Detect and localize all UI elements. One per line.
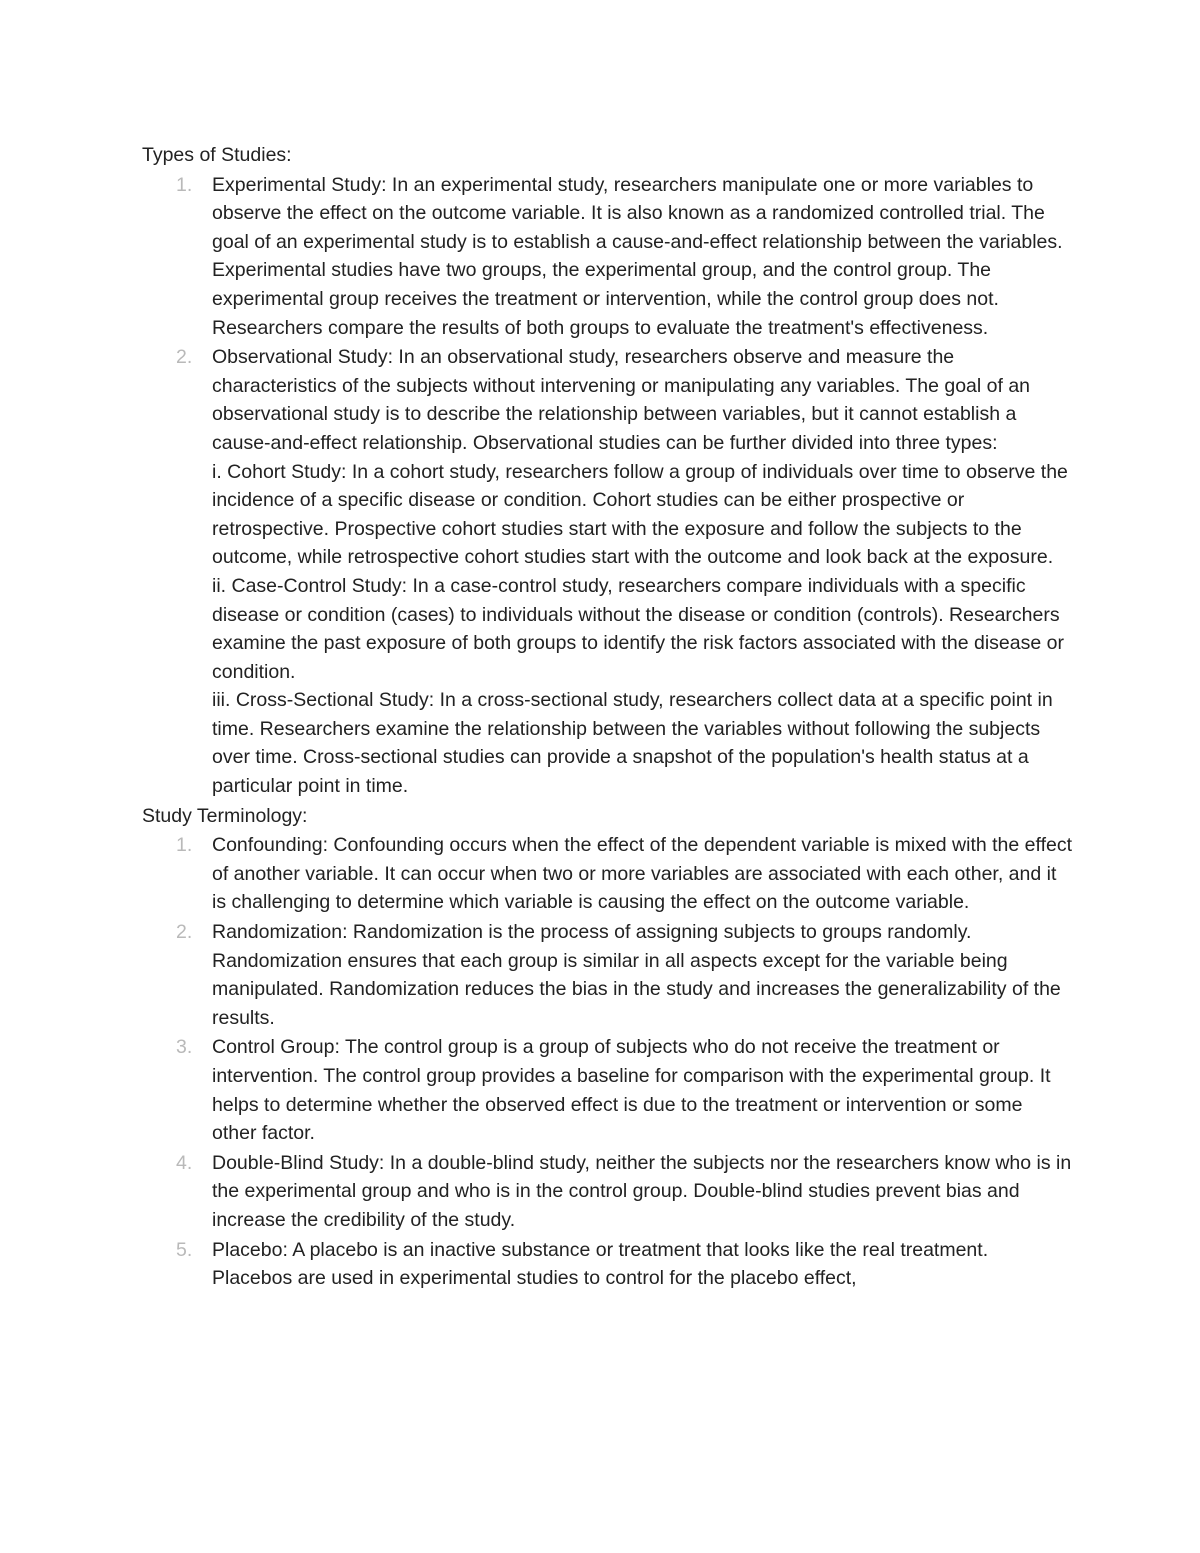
list-number: 2. [176,921,193,944]
study-terminology-list [142,831,1072,1293]
list-item-observational-study [142,343,1072,801]
sub-paragraph-cohort-study: i. Cohort Study: In a cohort study, researchers follow a group of individuals over time to observe the incidence of a specific disease or condition. Cohort studies can be either prospective or retrospective. Prospective cohort studies start with the exposure and follow the subjects to the outcome, while retrospective cohort studies start with the outcome and look back at the exposure. [212,460,1068,569]
list-item-double-blind-study [142,1149,1072,1235]
sub-paragraph-cross-sectional-study: iii. Cross-Sectional Study: In a cross-sectional study, researchers collect data at a specific point in time. Researchers examine the relationship between the variables without following the subjects over time. Cross-sectional studies can provide a snapshot of the population's health status at a particular point in time. [212,689,1053,798]
item-paragraph: Double-Blind Study: In a double-blind study, neither the subjects nor the researchers know who is in the experimental group and who is in the control group. Double-blind studies prevent bias and increase the credibility of the study. [212,1151,1072,1231]
item-paragraph: Placebo: A placebo is an inactive substance or treatment that looks like the real treatment. Placebos are used in experimental studies to control for the placebo effect, [212,1238,989,1290]
sub-paragraph-case-control-study: ii. Case-Control Study: In a case-control study, researchers compare individuals with a specific disease or condition (cases) to individuals without the disease or condition (controls). Researchers examine the past exposure of both groups to identify the risk factors associated with the disease or condition. [212,574,1064,683]
item-paragraph: Randomization: Randomization is the process of assigning subjects to groups randomly. Randomization ensures that each group is similar in all aspects except for the variable being manipulated. Randomization reduces the bias in the study and increases the generalizability of the results. [212,921,1061,1029]
list-item-placebo [142,1236,1072,1293]
list-item-experimental-study [142,171,1072,343]
list-item-confounding [142,831,1072,917]
list-number: 1. [176,834,193,857]
list-item-control-group [142,1033,1072,1147]
list-number: 5. [176,1238,193,1261]
list-number: 2. [176,346,193,369]
list-number: 1. [176,173,193,196]
section-heading-types-of-studies: Types of Studies: [142,144,292,166]
item-paragraph: Observational Study: In an observational study, researchers observe and measure the characteristics of the subjects without intervening or manipulating any variables. The goal of an observational study is to describe the relationship between variables, but it cannot establish a cause-and-effect relationship. Observational studies can be further divided into three types: [212,346,1031,454]
list-number: 4. [176,1151,193,1174]
section-heading-study-terminology: Study Terminology: [142,804,308,827]
item-paragraph: Confounding: Confounding occurs when the effect of the dependent variable is mixed with the effect of another variable. It can occur when two or more variables are associated with each other, and it is challenging to determine which variable is causing the effect on the outcome variable. [212,834,1073,914]
item-paragraph: Control Group: The control group is a group of subjects who do not receive the treatment or intervention. The control group provides a baseline for comparison with the experimental group. It helps to determine whether the observed effect is due to the treatment or intervention or some other factor. [212,1036,1051,1145]
document-body [142,141,1072,1294]
list-number: 3. [176,1036,193,1059]
list-item-randomization [142,918,1072,1032]
types-of-studies-list [142,171,1072,801]
item-paragraph: Experimental Study: In an experimental study, researchers manipulate one or more variables to observe the effect on the outcome variable. It is also known as a randomized controlled trial. The goal of an experimental study is to establish a cause-and-effect relationship between the variables. Experimental studies have two groups, the experimental group, and the control group. The experimental group receives the treatment or intervention, while the control group does not. Researchers compare the results of both groups to evaluate the treatment's effectiveness. [212,173,1063,339]
